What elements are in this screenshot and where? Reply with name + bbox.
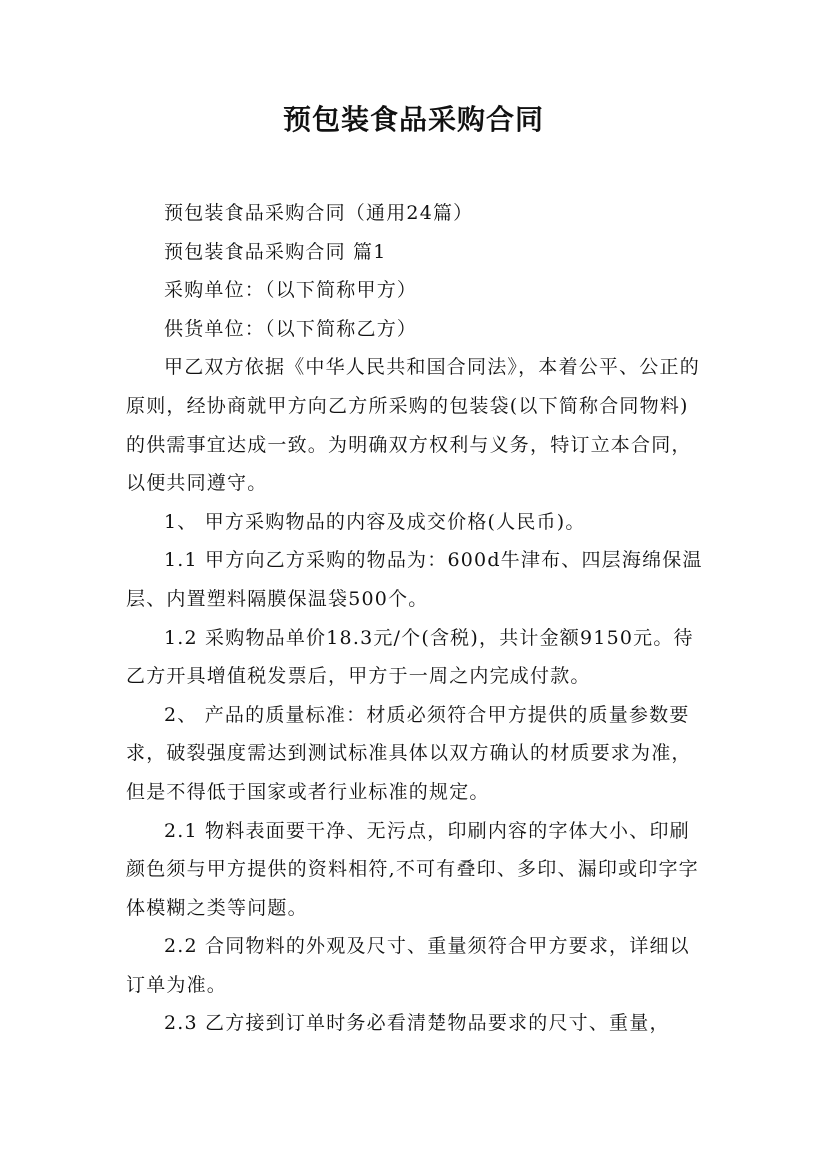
paragraph-clause-2-1: 2.1 物料表面要干净、无污点，印刷内容的字体大小、印刷颜色须与甲方提供的资料相符,不可有叠印、多印、漏印或印字字体模糊之类等问题。 [126,819,699,919]
paragraph-chapter-heading: 预包装食品采购合同 篇1 [164,240,387,263]
paragraph-clause-1: 1、 甲方采购物品的内容及成交价格(人民币)。 [164,510,586,533]
paragraph-clause-1-2: 1.2 采购物品单价18.3元/个(含税)，共计金额9150元。待乙方开具增值税发票后，甲方于一周之内完成付款。 [126,626,694,688]
paragraph-subtitle: 预包装食品采购合同（通用24篇） [164,202,474,224]
paragraph-clause-2-2: 2.2 合同物料的外观及尺寸、重量须符合甲方要求，详细以订单为准。 [126,935,690,996]
paragraph-purchaser: 采购单位：（以下简称甲方） [164,279,418,302]
document-body [126,194,708,1043]
paragraph-clause-1-1: 1.1 甲方向乙方采购的物品为：600d牛津布、四层海绵保温层、内置塑料隔膜保温袋500个。 [126,549,703,610]
paragraph-clause-2: 2、 产品的质量标准：材质必须符合甲方提供的质量参数要求，破裂强度需达到测试标准具体以双方确认的材质要求为准，但是不得低于国家或者行业标准的规定。 [126,703,692,803]
paragraph-clause-2-3: 2.3 乙方接到订单时务必看清楚物品要求的尺寸、重量， [164,1012,670,1035]
document-title: 预包装食品采购合同 [282,103,544,136]
paragraph-preamble: 甲乙双方依据《中华人民共和国合同法》，本着公平、公正的原则，经协商就甲方向乙方所采购的包装袋(以下简称合同物料)的供需事宜达成一致。为明确双方权利与义务，特订立本合同，以便共同遵守。 [126,356,700,495]
paragraph-supplier: 供货单位：（以下简称乙方） [164,317,418,340]
